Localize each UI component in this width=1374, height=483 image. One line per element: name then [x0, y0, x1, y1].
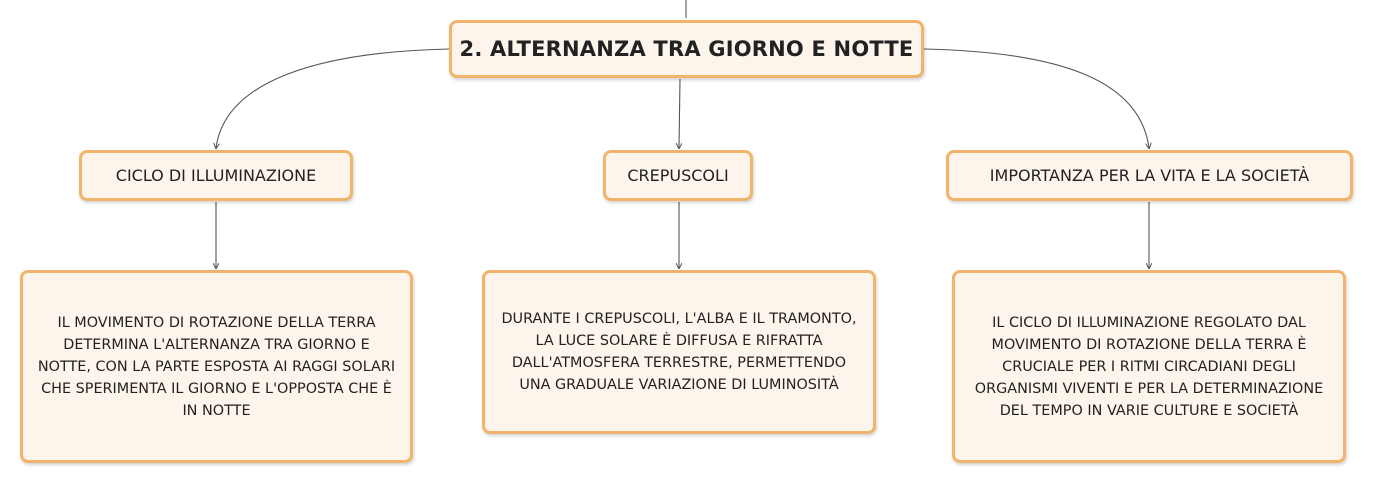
description-text: IL CICLO DI ILLUMINAZIONE REGOLATO DAL MOVIMENTO DI ROTAZIONE DELLA TERRA È CRUCIALE PER I RITMI CIRCADIANI DEGLI ORGANISMI VIVENTI E PER LA DETERMINAZIONE DEL TEMPO IN VARIE CULTURE E SOCIETÀ [974, 314, 1324, 419]
description-text: IL MOVIMENTO DI ROTAZIONE DELLA TERRA DETERMINA L'ALTERNANZA TRA GIORNO E NOTTE, CON LA PARTE ESPOSTA AI RAGGI SOLARI CHE SPERIMENTA IL GIORNO E L'OPPOSTA CHE È IN NOTTE [37, 314, 396, 419]
connector-root-to-importanza [924, 49, 1149, 148]
connector-root-to-crepuscoli [679, 79, 680, 148]
connector-root-to-ciclo [216, 49, 449, 148]
topic-label: IMPORTANZA PER LA VITA E LA SOCIETÀ [989, 166, 1310, 185]
topic-label: CREPUSCOLI [627, 166, 729, 185]
topic-ciclo-di-illuminazione[interactable] [79, 150, 353, 201]
description-crepuscoli[interactable] [482, 270, 876, 434]
description-importanza-per-la-vita[interactable] [952, 270, 1346, 463]
description-text: DURANTE I CREPUSCOLI, L'ALBA E IL TRAMONTO, LA LUCE SOLARE È DIFFUSA E RIFRATTA DALL'ATMOSFERA TERRESTRE, PERMETTENDO UNA GRADUALE VARIAZIONE DI LUMINOSITÀ [501, 311, 857, 393]
root-topic-node[interactable] [449, 20, 924, 78]
topic-crepuscoli[interactable] [603, 150, 753, 201]
topic-importanza-per-la-vita[interactable] [946, 150, 1353, 201]
topic-label: CICLO DI ILLUMINAZIONE [115, 166, 317, 185]
root-topic-title: 2. ALTERNANZA TRA GIORNO E NOTTE [459, 37, 914, 61]
description-ciclo-di-illuminazione[interactable] [20, 270, 413, 463]
